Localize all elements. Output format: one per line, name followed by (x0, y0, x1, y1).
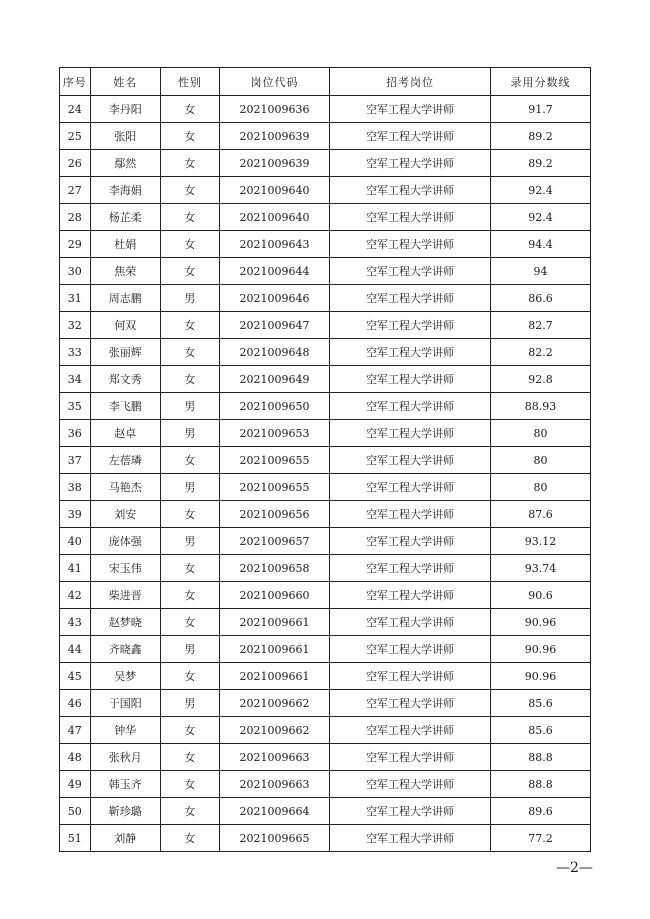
cell-name: 何双 (90, 312, 160, 339)
header-gender: 性别 (160, 68, 219, 96)
cell-score: 90.96 (491, 636, 591, 663)
table-row (60, 771, 591, 798)
cell-score: 91.7 (491, 96, 591, 123)
cell-gender: 女 (160, 123, 219, 150)
cell-name: 郑文秀 (90, 366, 160, 393)
table-row (60, 798, 591, 825)
cell-gender: 女 (160, 447, 219, 474)
table-row (60, 744, 591, 771)
cell-name: 周志鹏 (90, 285, 160, 312)
header-name: 姓名 (90, 68, 160, 96)
cell-post-code: 2021009639 (219, 150, 329, 177)
cell-gender: 女 (160, 258, 219, 285)
cell-gender: 女 (160, 555, 219, 582)
cell-post-code: 2021009636 (219, 96, 329, 123)
cell-name: 杜娟 (90, 231, 160, 258)
cell-name: 宋玉伟 (90, 555, 160, 582)
table-body (60, 96, 591, 852)
table-row (60, 555, 591, 582)
cell-gender: 女 (160, 609, 219, 636)
cell-name: 李丹阳 (90, 96, 160, 123)
cell-seq: 31 (60, 285, 91, 312)
cell-post-code: 2021009643 (219, 231, 329, 258)
cell-name: 张阳 (90, 123, 160, 150)
cell-post: 空军工程大学讲师 (330, 393, 491, 420)
cell-gender: 女 (160, 96, 219, 123)
cell-post: 空军工程大学讲师 (330, 582, 491, 609)
cell-post-code: 2021009664 (219, 798, 329, 825)
cell-seq: 49 (60, 771, 91, 798)
cell-score: 93.74 (491, 555, 591, 582)
cell-gender: 女 (160, 825, 219, 852)
cell-seq: 45 (60, 663, 91, 690)
cell-gender: 男 (160, 393, 219, 420)
cell-post: 空军工程大学讲师 (330, 717, 491, 744)
cell-score: 85.6 (491, 690, 591, 717)
cell-seq: 42 (60, 582, 91, 609)
cell-seq: 44 (60, 636, 91, 663)
cell-seq: 43 (60, 609, 91, 636)
cell-name: 柴进晋 (90, 582, 160, 609)
cell-post: 空军工程大学讲师 (330, 609, 491, 636)
cell-score: 89.2 (491, 123, 591, 150)
cell-seq: 47 (60, 717, 91, 744)
cell-gender: 女 (160, 150, 219, 177)
cell-post-code: 2021009649 (219, 366, 329, 393)
cell-name: 张秋月 (90, 744, 160, 771)
cell-post-code: 2021009650 (219, 393, 329, 420)
cell-seq: 48 (60, 744, 91, 771)
cell-post-code: 2021009640 (219, 177, 329, 204)
cell-post-code: 2021009658 (219, 555, 329, 582)
cell-name: 杨芷柔 (90, 204, 160, 231)
cell-post-code: 2021009663 (219, 744, 329, 771)
cell-post-code: 2021009663 (219, 771, 329, 798)
table-row (60, 150, 591, 177)
cell-seq: 38 (60, 474, 91, 501)
table-row (60, 609, 591, 636)
cell-seq: 46 (60, 690, 91, 717)
cell-post-code: 2021009648 (219, 339, 329, 366)
cell-score: 80 (491, 474, 591, 501)
cell-score: 89.2 (491, 150, 591, 177)
cell-name: 鄢然 (90, 150, 160, 177)
cell-post-code: 2021009653 (219, 420, 329, 447)
cell-post-code: 2021009655 (219, 447, 329, 474)
table-row (60, 285, 591, 312)
cell-seq: 28 (60, 204, 91, 231)
cell-post: 空军工程大学讲师 (330, 771, 491, 798)
table-row (60, 582, 591, 609)
cell-name: 钟华 (90, 717, 160, 744)
cell-seq: 51 (60, 825, 91, 852)
cell-post: 空军工程大学讲师 (330, 312, 491, 339)
cell-name: 靳珍璐 (90, 798, 160, 825)
cell-gender: 男 (160, 528, 219, 555)
cell-post-code: 2021009644 (219, 258, 329, 285)
cell-score: 92.4 (491, 177, 591, 204)
cell-seq: 34 (60, 366, 91, 393)
cell-post: 空军工程大学讲师 (330, 258, 491, 285)
cell-post-code: 2021009646 (219, 285, 329, 312)
cell-name: 刘静 (90, 825, 160, 852)
table-row (60, 420, 591, 447)
cell-score: 88.93 (491, 393, 591, 420)
table-row (60, 636, 591, 663)
cell-seq: 36 (60, 420, 91, 447)
cell-post: 空军工程大学讲师 (330, 231, 491, 258)
cell-post-code: 2021009662 (219, 717, 329, 744)
cell-score: 77.2 (491, 825, 591, 852)
cell-post-code: 2021009657 (219, 528, 329, 555)
cell-gender: 男 (160, 636, 219, 663)
cell-seq: 24 (60, 96, 91, 123)
cell-post: 空军工程大学讲师 (330, 636, 491, 663)
cell-post: 空军工程大学讲师 (330, 123, 491, 150)
cell-name: 李飞鹏 (90, 393, 160, 420)
cell-score: 90.6 (491, 582, 591, 609)
cell-seq: 41 (60, 555, 91, 582)
cell-post-code: 2021009665 (219, 825, 329, 852)
cell-post-code: 2021009660 (219, 582, 329, 609)
cell-seq: 27 (60, 177, 91, 204)
page-number: —2— (556, 860, 593, 876)
header-seq: 序号 (60, 68, 91, 96)
cell-gender: 女 (160, 312, 219, 339)
cell-gender: 男 (160, 285, 219, 312)
cell-score: 94 (491, 258, 591, 285)
cell-score: 90.96 (491, 609, 591, 636)
cell-post: 空军工程大学讲师 (330, 96, 491, 123)
cell-post: 空军工程大学讲师 (330, 798, 491, 825)
cell-gender: 女 (160, 771, 219, 798)
cell-seq: 35 (60, 393, 91, 420)
cell-gender: 女 (160, 204, 219, 231)
cell-name: 焦荣 (90, 258, 160, 285)
cell-gender: 女 (160, 177, 219, 204)
cell-post: 空军工程大学讲师 (330, 555, 491, 582)
header-post-code: 岗位代码 (219, 68, 329, 96)
cell-post-code: 2021009661 (219, 609, 329, 636)
cell-seq: 50 (60, 798, 91, 825)
cell-gender: 女 (160, 663, 219, 690)
cell-post: 空军工程大学讲师 (330, 825, 491, 852)
cell-seq: 37 (60, 447, 91, 474)
header-score: 录用分数线 (491, 68, 591, 96)
cell-score: 88.8 (491, 771, 591, 798)
cell-score: 82.2 (491, 339, 591, 366)
cell-seq: 32 (60, 312, 91, 339)
cell-post-code: 2021009661 (219, 636, 329, 663)
cell-name: 张丽辉 (90, 339, 160, 366)
cell-score: 80 (491, 447, 591, 474)
cell-post: 空军工程大学讲师 (330, 339, 491, 366)
table-row (60, 528, 591, 555)
cell-name: 赵卓 (90, 420, 160, 447)
cell-name: 韩玉齐 (90, 771, 160, 798)
table-row (60, 231, 591, 258)
cell-name: 赵梦晓 (90, 609, 160, 636)
table-header-row (60, 68, 591, 96)
cell-name: 吴梦 (90, 663, 160, 690)
table-row (60, 312, 591, 339)
cell-seq: 39 (60, 501, 91, 528)
table-row (60, 825, 591, 852)
cell-name: 马艳杰 (90, 474, 160, 501)
cell-name: 庞体强 (90, 528, 160, 555)
cell-gender: 男 (160, 420, 219, 447)
cell-post-code: 2021009656 (219, 501, 329, 528)
cell-score: 87.6 (491, 501, 591, 528)
cell-score: 88.8 (491, 744, 591, 771)
cell-seq: 26 (60, 150, 91, 177)
cell-post: 空军工程大学讲师 (330, 150, 491, 177)
table-row (60, 339, 591, 366)
table-row (60, 96, 591, 123)
cell-score: 92.4 (491, 204, 591, 231)
cell-score: 80 (491, 420, 591, 447)
cell-seq: 29 (60, 231, 91, 258)
table-row (60, 717, 591, 744)
cell-gender: 男 (160, 690, 219, 717)
cell-gender: 女 (160, 744, 219, 771)
cell-gender: 女 (160, 231, 219, 258)
cell-name: 于国阳 (90, 690, 160, 717)
cell-gender: 女 (160, 366, 219, 393)
admission-table (59, 67, 591, 852)
cell-post-code: 2021009639 (219, 123, 329, 150)
cell-post: 空军工程大学讲师 (330, 366, 491, 393)
table-row (60, 501, 591, 528)
cell-score: 90.96 (491, 663, 591, 690)
cell-score: 93.12 (491, 528, 591, 555)
cell-post: 空军工程大学讲师 (330, 447, 491, 474)
table-row (60, 258, 591, 285)
header-post: 招考岗位 (330, 68, 491, 96)
cell-gender: 女 (160, 501, 219, 528)
cell-post: 空军工程大学讲师 (330, 420, 491, 447)
cell-gender: 男 (160, 474, 219, 501)
cell-post: 空军工程大学讲师 (330, 501, 491, 528)
cell-gender: 女 (160, 339, 219, 366)
cell-name: 左蓓璘 (90, 447, 160, 474)
cell-gender: 女 (160, 582, 219, 609)
cell-seq: 40 (60, 528, 91, 555)
cell-name: 齐晓鑫 (90, 636, 160, 663)
cell-seq: 30 (60, 258, 91, 285)
cell-post: 空军工程大学讲师 (330, 177, 491, 204)
cell-post-code: 2021009662 (219, 690, 329, 717)
cell-score: 86.6 (491, 285, 591, 312)
cell-post: 空军工程大学讲师 (330, 690, 491, 717)
cell-post-code: 2021009661 (219, 663, 329, 690)
cell-score: 94.4 (491, 231, 591, 258)
cell-seq: 25 (60, 123, 91, 150)
table-row (60, 663, 591, 690)
table-row (60, 393, 591, 420)
cell-score: 82.7 (491, 312, 591, 339)
cell-post-code: 2021009655 (219, 474, 329, 501)
table-row (60, 690, 591, 717)
cell-name: 刘安 (90, 501, 160, 528)
cell-post: 空军工程大学讲师 (330, 285, 491, 312)
table-row (60, 447, 591, 474)
cell-seq: 33 (60, 339, 91, 366)
table-row (60, 474, 591, 501)
cell-gender: 女 (160, 717, 219, 744)
cell-post: 空军工程大学讲师 (330, 744, 491, 771)
cell-score: 92.8 (491, 366, 591, 393)
cell-post: 空军工程大学讲师 (330, 204, 491, 231)
cell-score: 89.6 (491, 798, 591, 825)
cell-post: 空军工程大学讲师 (330, 474, 491, 501)
cell-score: 85.6 (491, 717, 591, 744)
cell-post: 空军工程大学讲师 (330, 528, 491, 555)
cell-post-code: 2021009640 (219, 204, 329, 231)
table-row (60, 366, 591, 393)
cell-gender: 女 (160, 798, 219, 825)
cell-post-code: 2021009647 (219, 312, 329, 339)
cell-post: 空军工程大学讲师 (330, 663, 491, 690)
table-row (60, 123, 591, 150)
table-row (60, 177, 591, 204)
cell-name: 李海娟 (90, 177, 160, 204)
table-row (60, 204, 591, 231)
